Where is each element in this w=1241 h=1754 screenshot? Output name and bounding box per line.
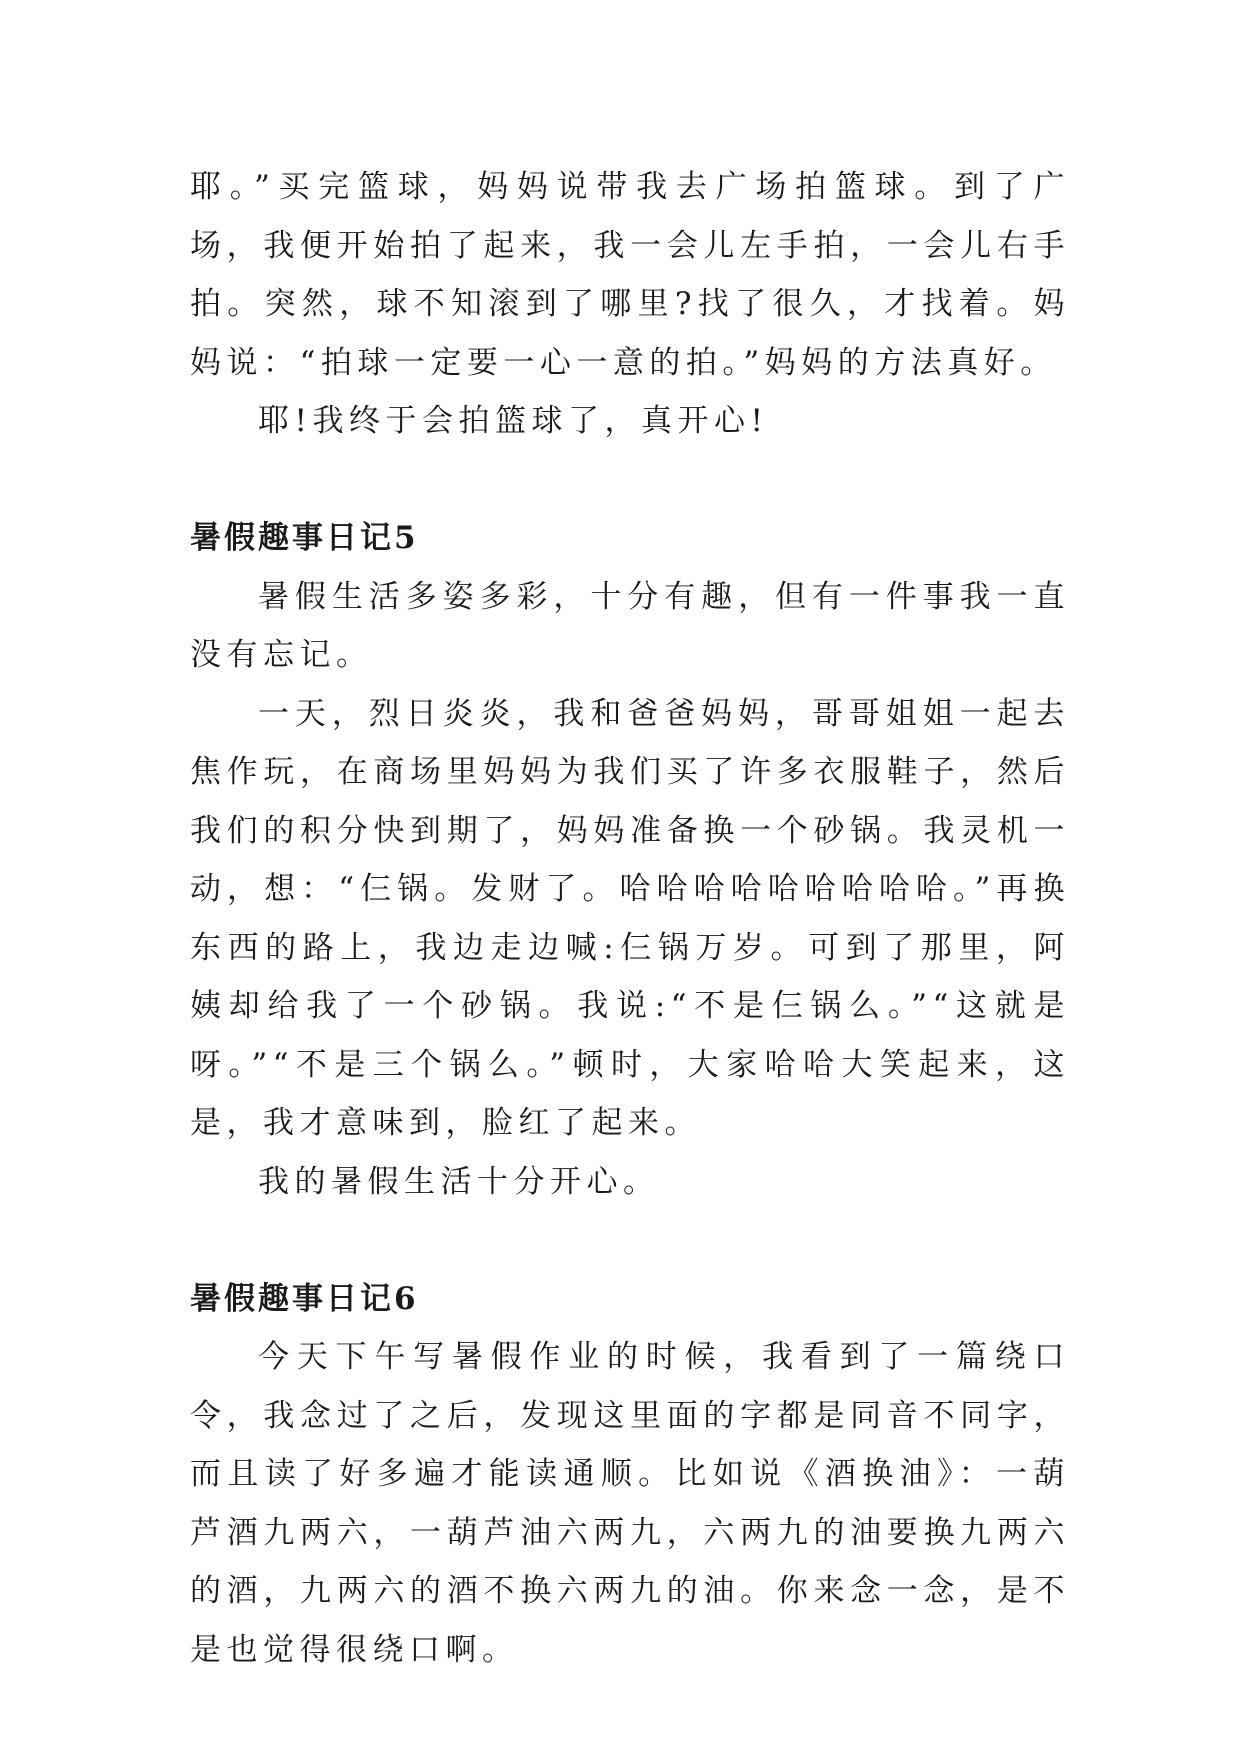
paragraph: 耶!我终于会拍篮球了，真开心! [258,403,769,439]
paragraph: 暑假生活多姿多彩，十分有趣，但有一件事我一直没有忘记。 [190,578,1070,673]
section-title: 暑假趣事日记5 [190,520,419,556]
paragraph: 耶。”买完篮球，妈妈说带我去广场拍篮球。到了广场，我便开始拍了起来，我一会儿左手拍，一会儿右手拍。突然，球不知滚到了哪里?找了很久，才找着。妈妈说：“拍球一定要一心一意的拍。”妈妈的方法真好。 [190,169,1070,381]
paragraph: 我的暑假生活十分开心。 [258,1163,660,1200]
section-title: 暑假趣事日记6 [190,1280,419,1317]
section-gap [190,1211,1070,1270]
document-page [190,158,1070,1679]
paragraph: 一天，烈日炎炎，我和爸爸妈妈，哥哥姐姐一起去焦作玩，在商场里妈妈为我们买了许多衣服鞋子，然后我们的积分快到期了，妈妈准备换一个砂锅。我灵机一动，想：“仨锅。发财了。哈哈哈哈哈哈哈哈哈。”再换东西的路上，我边走边喊:仨锅万岁。可到了那里，阿姨却给我了一个砂锅。我说:“不是仨锅么。”“这就是呀。”“不是三个锅么。”顿时，大家哈哈大笑起来，这是，我才意味到，脸红了起来。 [190,695,1070,1141]
paragraph: 今天下午写暑假作业的时候，我看到了一篇绕口令，我念过了之后，发现这里面的字都是同音不同字，而且读了好多遍才能读通顺。比如说《酒换油》：一葫芦酒九两六，一葫芦油六两九，六两九的油要换九两六的酒，九两六的酒不换六两九的油。你来念一念，是不是也觉得很绕口啊。 [190,1339,1070,1668]
section-gap [190,451,1070,510]
